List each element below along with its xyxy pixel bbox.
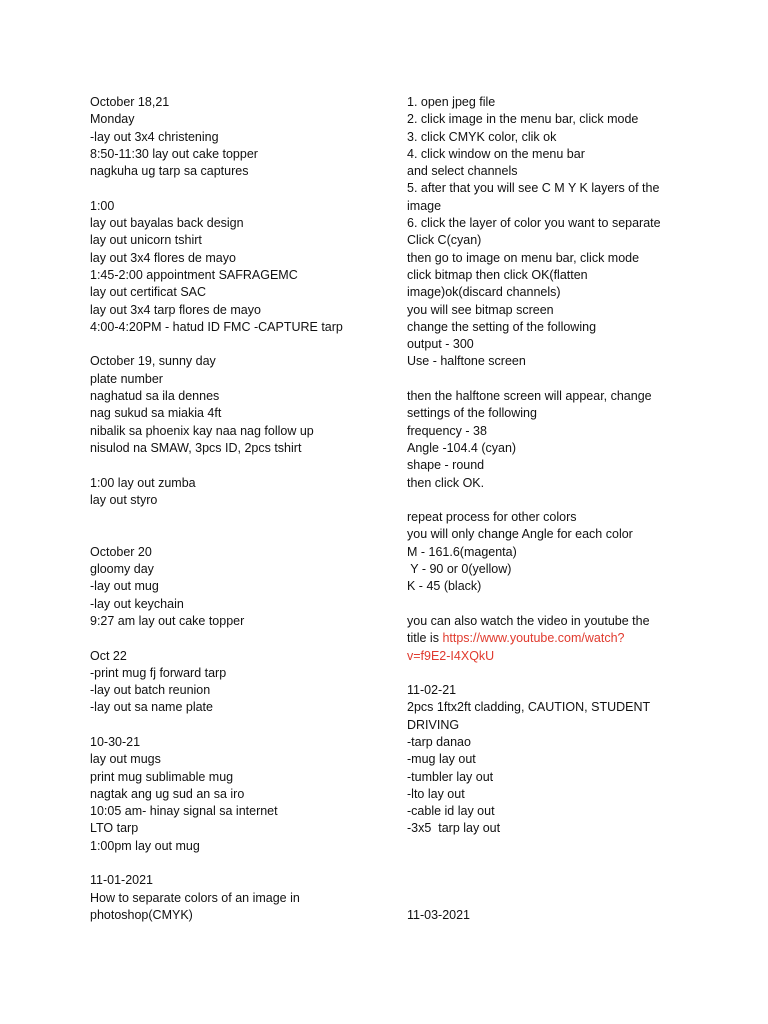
paragraph-gap xyxy=(407,665,677,682)
text-line: 2. click image in the menu bar, click mode xyxy=(407,112,639,127)
text-line: nagkuha ug tarp sa captures xyxy=(90,164,249,179)
text-line: lay out styro xyxy=(90,492,158,507)
entry-october-18 xyxy=(90,94,380,180)
text-line: 4:00-4:20PM - hatud ID FMC -CAPTURE tarp xyxy=(90,319,343,334)
link-prefix: title is xyxy=(407,631,443,646)
paragraph-gap xyxy=(407,596,677,613)
text-line: gloomy day xyxy=(90,562,154,577)
paragraph-gap xyxy=(90,630,380,647)
text-line: naghatud sa ila dennes xyxy=(90,389,220,404)
text-line: change the setting of the following xyxy=(407,319,597,334)
text-line: -lay out batch reunion xyxy=(90,683,211,698)
left-column xyxy=(90,94,380,924)
text-line: October 18,21 xyxy=(90,95,170,109)
text-line: output - 300 xyxy=(407,337,474,352)
text-line: lay out unicorn tshirt xyxy=(90,233,202,248)
paragraph-gap xyxy=(90,336,380,353)
text-line: frequency - 38 xyxy=(407,423,487,438)
text-line: K - 45 (black) xyxy=(407,579,482,594)
halftone-settings xyxy=(407,388,677,492)
paragraph-gap xyxy=(90,526,380,543)
entry-october-19 xyxy=(90,353,380,457)
paragraph-gap xyxy=(90,180,380,197)
text-line: DRIVING xyxy=(407,717,460,732)
text-line: you will see bitmap screen xyxy=(407,302,554,317)
text-line: Angle -104.4 (cyan) xyxy=(407,440,517,455)
text-line: Click C(cyan) xyxy=(407,233,482,248)
text-line: photoshop(CMYK) xyxy=(90,907,193,922)
text-line: image xyxy=(407,198,442,213)
text-line: Y - 90 or 0(yellow) xyxy=(407,562,512,577)
section-spacer xyxy=(407,838,677,907)
text-line: Use - halftone screen xyxy=(407,354,526,369)
text-line: 1. open jpeg file xyxy=(407,95,496,109)
cmyk-steps xyxy=(407,94,677,371)
text-line: nisulod na SMAW, 3pcs ID, 2pcs tshirt xyxy=(90,440,302,455)
text-line: 1:00 lay out zumba xyxy=(90,475,196,490)
text-line: lay out 3x4 tarp flores de mayo xyxy=(90,302,261,317)
text-line: 4. click window on the menu bar xyxy=(407,146,585,161)
text-line: Oct 22 xyxy=(90,648,127,663)
text-line: 1:00pm lay out mug xyxy=(90,838,200,853)
text-line: print mug sublimable mug xyxy=(90,769,234,784)
paragraph-gap xyxy=(90,457,380,474)
text-line: Monday xyxy=(90,112,135,127)
entry-10-30-21 xyxy=(90,734,380,855)
text-line: -lay out 3x4 christening xyxy=(90,129,219,144)
entry-october-20 xyxy=(90,544,380,630)
text-line: 9:27 am lay out cake topper xyxy=(90,613,245,628)
text-line: 5. after that you will see C M Y K layers of the xyxy=(407,181,660,196)
text-line: and select channels xyxy=(407,164,518,179)
text-line: October 20 xyxy=(90,544,152,559)
text-line: LTO tarp xyxy=(90,821,139,836)
text-line: lay out mugs xyxy=(90,752,161,767)
text-line: 1:45-2:00 appointment SAFRAGEMC xyxy=(90,267,298,282)
entry-11-02-21 xyxy=(407,682,677,838)
paragraph-gap xyxy=(90,509,380,526)
text-line: nibalik sa phoenix kay naa nag follow up xyxy=(90,423,314,438)
text-line: lay out 3x4 flores de mayo xyxy=(90,250,236,265)
text-line: How to separate colors of an image in xyxy=(90,890,300,905)
text-line: nagtak ang ug sud an sa iro xyxy=(90,786,245,801)
text-line xyxy=(407,630,677,647)
text-line: 10:05 am- hinay signal sa internet xyxy=(90,804,278,819)
text-line: then the halftone screen will appear, change xyxy=(407,389,652,404)
text-line: -cable id lay out xyxy=(407,804,495,819)
text-line: -lay out keychain xyxy=(90,596,184,611)
text-line: 11-03-2021 xyxy=(407,907,471,922)
text-line: 3. click CMYK color, clik ok xyxy=(407,129,557,144)
text-line: 6. click the layer of color you want to separate xyxy=(407,216,661,231)
text-line: then click OK. xyxy=(407,475,485,490)
text-line: October 19, sunny day xyxy=(90,354,216,369)
text-line: 11-01-2021 xyxy=(90,873,154,888)
text-line: repeat process for other colors xyxy=(407,510,577,525)
text-line: -3x5 tarp lay out xyxy=(407,821,501,836)
paragraph-gap xyxy=(90,855,380,872)
paragraph-gap xyxy=(90,717,380,734)
entry-11-03-2021 xyxy=(407,907,677,924)
entry-zumba xyxy=(90,475,380,510)
paragraph-gap xyxy=(407,492,677,509)
text-line: -lay out sa name plate xyxy=(90,700,213,715)
text-line: nag sukud sa miakia 4ft xyxy=(90,406,222,421)
text-line: M - 161.6(magenta) xyxy=(407,544,517,559)
entry-1pm-tasks xyxy=(90,198,380,336)
text-line: you can also watch the video in youtube the xyxy=(407,613,650,628)
text-line: click bitmap then click OK(flatten xyxy=(407,267,588,282)
text-line: 8:50-11:30 lay out cake topper xyxy=(90,146,258,161)
text-line: 1:00 xyxy=(90,198,115,213)
text-line: 10-30-21 xyxy=(90,734,141,749)
text-line: shape - round xyxy=(407,458,485,473)
text-line: image)ok(discard channels) xyxy=(407,285,561,300)
text-line: settings of the following xyxy=(407,406,537,421)
text-line: -print mug fj forward tarp xyxy=(90,665,227,680)
text-line: -lto lay out xyxy=(407,786,465,801)
text-line: -mug lay out xyxy=(407,752,476,767)
paragraph-gap xyxy=(407,371,677,388)
text-line: you will only change Angle for each color xyxy=(407,527,633,542)
entry-11-01-2021 xyxy=(90,872,380,924)
text-line: lay out certificat SAC xyxy=(90,285,207,300)
text-line: -tumbler lay out xyxy=(407,769,494,784)
youtube-link-continued[interactable]: v=f9E2-I4XQkU xyxy=(407,648,495,663)
youtube-reference xyxy=(407,613,677,665)
text-line: 11-02-21 xyxy=(407,683,457,698)
youtube-link[interactable]: https://www.youtube.com/watch? xyxy=(442,631,625,646)
repeat-colors xyxy=(407,509,677,595)
text-line: lay out bayalas back design xyxy=(90,216,244,231)
entry-oct-22 xyxy=(90,648,380,717)
text-line: then go to image on menu bar, click mode xyxy=(407,250,640,265)
text-line: -tarp danao xyxy=(407,734,471,749)
text-line: plate number xyxy=(90,371,163,386)
right-column xyxy=(407,94,677,924)
text-line: 2pcs 1ftx2ft cladding, CAUTION, STUDENT xyxy=(407,700,651,715)
text-line: -lay out mug xyxy=(90,579,159,594)
